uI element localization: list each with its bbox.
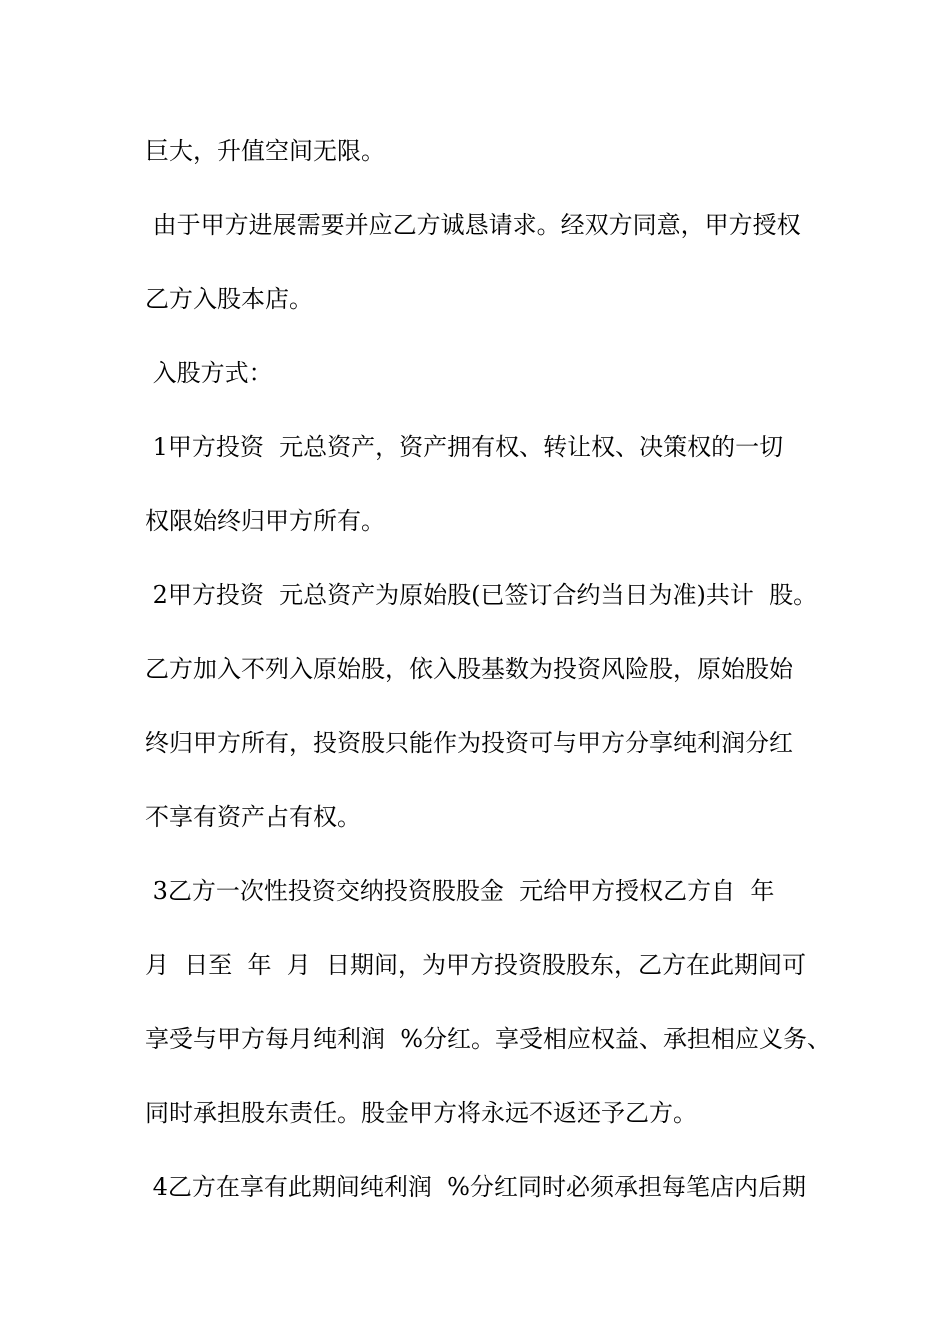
text-line: 享受与甲方每月纯利润 %分红。享受相应权益、承担相应义务、 xyxy=(145,1025,832,1053)
text-line: 同时承担股东责任。股金甲方将永远不返还予乙方。 xyxy=(145,1099,697,1127)
text-line: 权限始终归甲方所有。 xyxy=(145,507,385,535)
text-line: 不享有资产占有权。 xyxy=(145,803,361,831)
text-line: 由于甲方进展需要并应乙方诚恳请求。经双方同意，甲方授权 xyxy=(145,211,801,239)
text-line: 乙方加入不列入原始股，依入股基数为投资风险股，原始股始 xyxy=(145,655,793,683)
text-line: 2甲方投资 元总资产为原始股(已签订合约当日为准)共计 股。 xyxy=(145,581,818,609)
text-line: 4乙方在享有此期间纯利润 %分红同时必须承担每笔店内后期 xyxy=(145,1173,806,1201)
text-line: 终归甲方所有，投资股只能作为投资可与甲方分享纯利润分红 xyxy=(145,729,793,757)
text-line: 1甲方投资 元总资产，资产拥有权、转让权、决策权的一切 xyxy=(145,433,784,461)
text-line: 3乙方一次性投资交纳投资股股金 元给甲方授权乙方自 年 xyxy=(145,877,775,905)
text-line: 巨大，升值空间无限。 xyxy=(145,137,385,165)
text-line: 入股方式： xyxy=(145,359,273,387)
text-line: 乙方入股本店。 xyxy=(145,285,313,313)
text-line: 月 日至 年 月 日期间，为甲方投资股股东，乙方在此期间可 xyxy=(145,951,807,979)
